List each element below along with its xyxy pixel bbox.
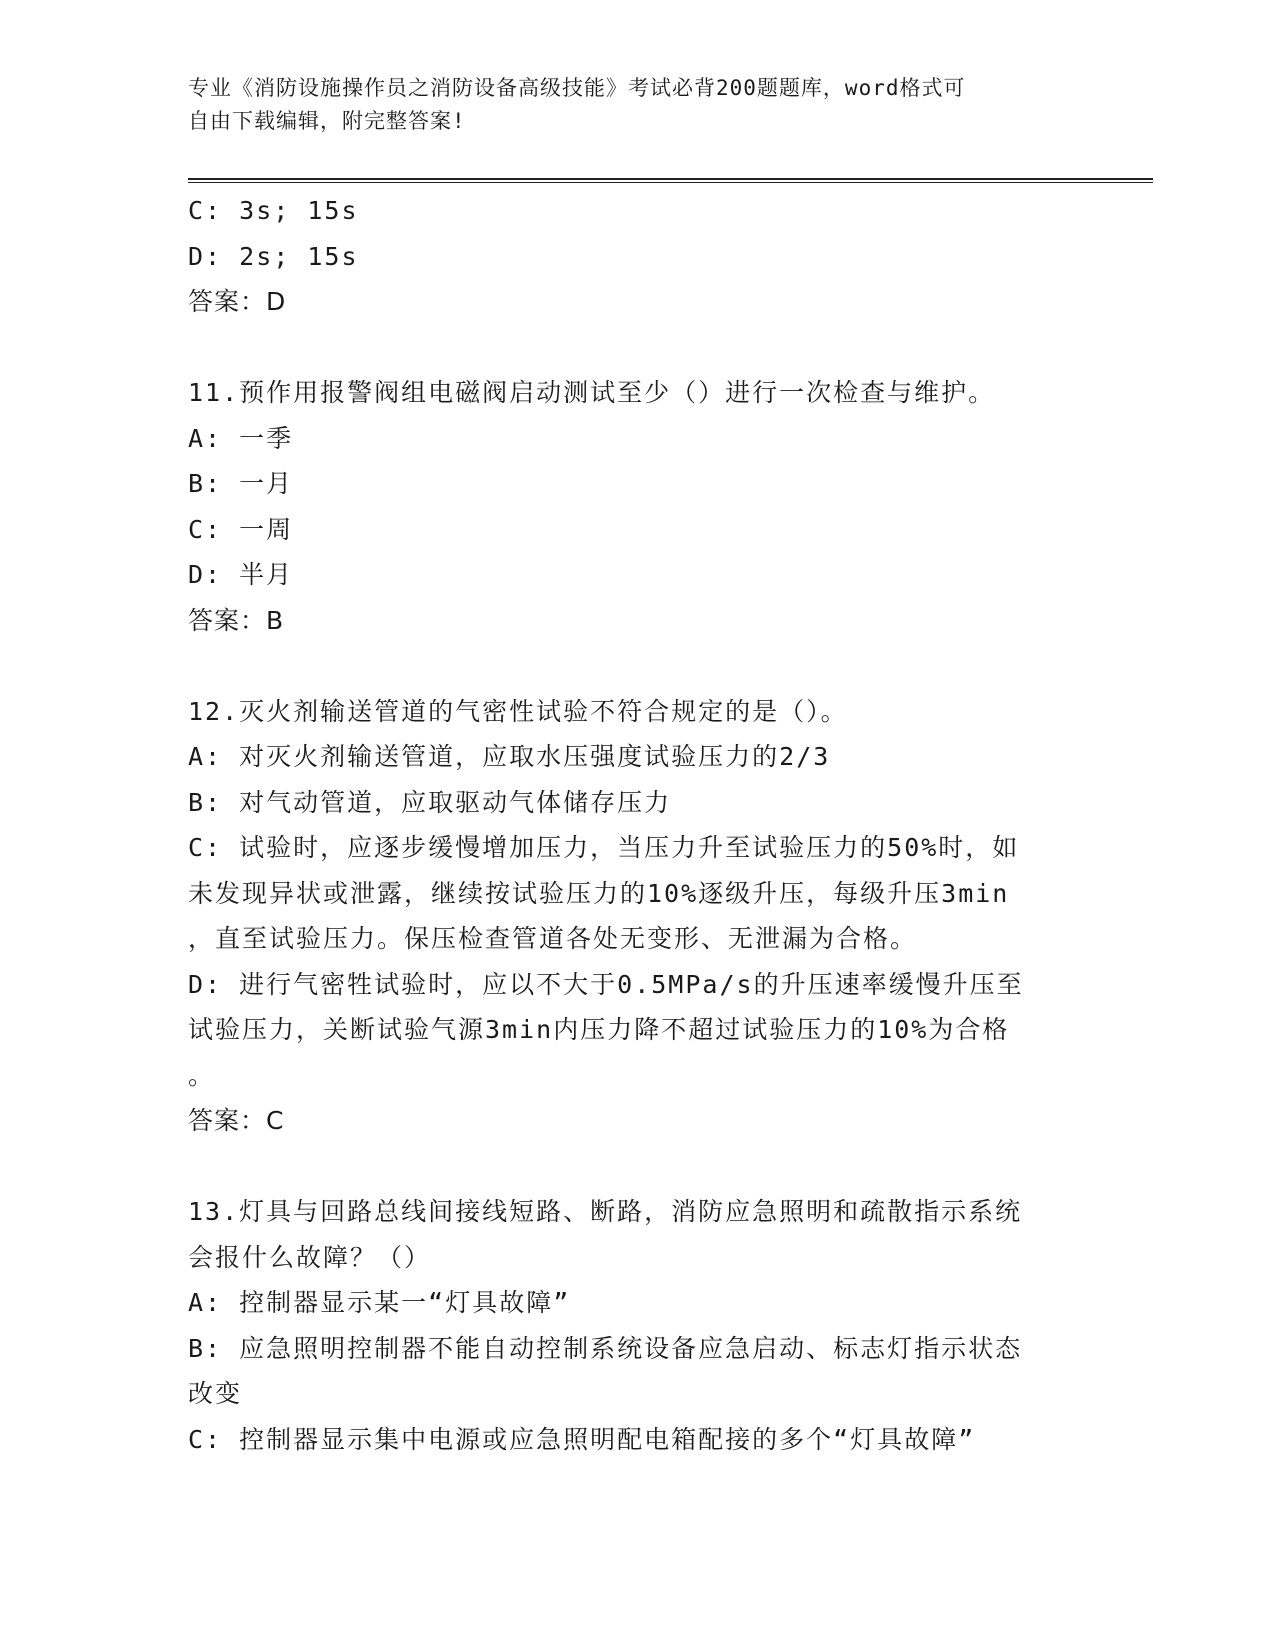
option-c-line-2: 未发现异状或泄露，继续按试验压力的10%逐级升压，每级升压3min <box>188 878 1010 908</box>
question-13 <box>188 1189 1078 1462</box>
answer-line: 答案：C <box>188 1106 285 1135</box>
spacer <box>188 643 1078 689</box>
option-a: A: 控制器显示某一“灯具故障” <box>188 1288 571 1317</box>
option-b-line-2: 改变 <box>188 1379 243 1408</box>
option-b-line-1: B: 应急照明控制器不能自动控制系统设备应急启动、标志灯指示状态 <box>188 1333 1023 1363</box>
option-d-line-3: 。 <box>188 1060 216 1090</box>
answer-line: 答案：B <box>188 605 285 635</box>
document-body <box>188 188 1078 1462</box>
option-c-line-1: C: 试验时，应逐步缓慢增加压力，当压力升至试验压力的50%时，如 <box>188 833 1020 862</box>
option-d: D: 半月 <box>188 560 294 589</box>
answer-line: 答案：D <box>188 287 287 316</box>
option-c: C: 一周 <box>188 514 294 544</box>
option-c-line-3: ，直至试验压力。保压检查管道各处无变形、无泄漏为合格。 <box>188 924 918 953</box>
option-c: C: 控制器显示集中电源或应急照明配电箱配接的多个“灯具故障” <box>188 1424 976 1454</box>
header-divider <box>188 178 1153 183</box>
header-title-line-2: 自由下载编辑，附完整答案! <box>188 109 466 133</box>
option-d-line-1: D: 进行气密牲试验时，应以不大于0.5MPa/s的升压速率缓慢升压至 <box>188 969 1024 999</box>
question-stem-line-2: 会报什么故障？（） <box>188 1242 432 1272</box>
option-a: A: 对灭火剂输送管道，应取水压强度试验压力的2/3 <box>188 742 831 771</box>
option-d: D: 2s; 15s <box>188 241 359 271</box>
option-b: B: 一月 <box>188 469 294 498</box>
option-b: B: 对气动管道，应取驱动气体储存压力 <box>188 787 672 817</box>
question-stem: 12.灭火剂输送管道的气密性试验不符合规定的是（）。 <box>188 696 848 726</box>
question-stem-line-1: 13.灯具与回路总线间接线短路、断路，消防应急照明和疏散指示系统 <box>188 1197 1023 1226</box>
question-12 <box>188 689 1078 1144</box>
question-11 <box>188 370 1078 643</box>
spacer <box>188 1144 1078 1190</box>
header-title-line-1: 专业《消防设施操作员之消防设备高级技能》考试必背200题题库，word格式可 <box>188 76 966 100</box>
option-a: A: 一季 <box>188 423 294 453</box>
option-d-line-2: 试验压力，关断试验气源3min内压力降不超过试验压力的10%为合格 <box>188 1015 1010 1044</box>
question-previous <box>188 188 1078 325</box>
spacer <box>188 325 1078 371</box>
option-c: C: 3s; 15s <box>188 196 359 225</box>
question-stem: 11.预作用报警阀组电磁阀启动测试至少（）进行一次检查与维护。 <box>188 378 996 407</box>
page-header <box>188 72 1068 138</box>
